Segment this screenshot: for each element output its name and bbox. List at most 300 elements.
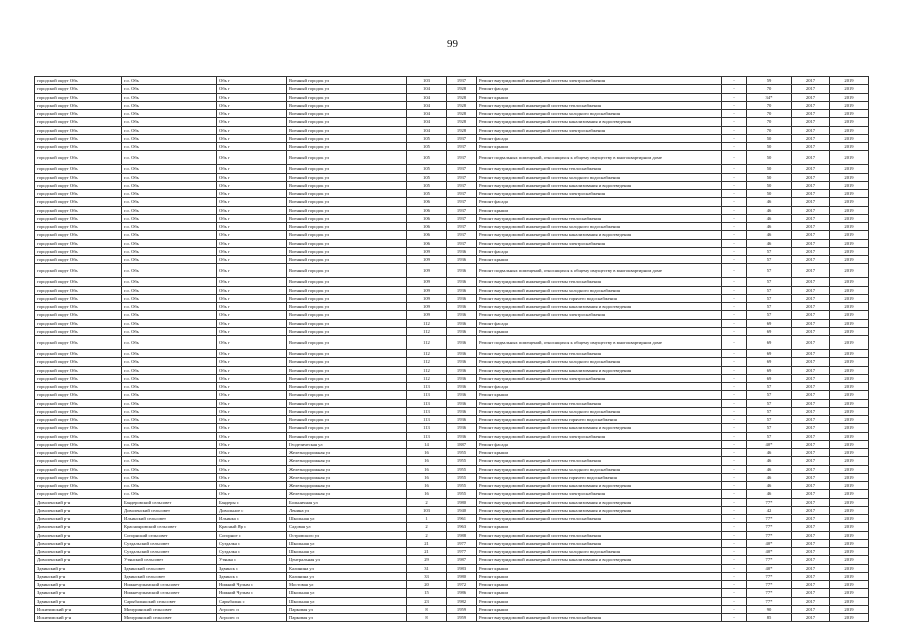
cell-build-year: 1936 bbox=[447, 256, 477, 264]
cell-house-number: 21 bbox=[407, 539, 447, 547]
cell-period: 50 bbox=[747, 173, 792, 181]
cell-period: 77* bbox=[747, 556, 792, 564]
cell-street: Железнодорожная ул bbox=[287, 482, 407, 490]
cell-year-to: 2019 bbox=[830, 165, 869, 173]
cell-house-number: 104 bbox=[407, 85, 447, 93]
cell-build-year: 1937 bbox=[447, 206, 477, 214]
cell-settlement: г.о. Обь bbox=[122, 198, 217, 206]
cell-locality: Обь г bbox=[217, 223, 287, 231]
cell-period: 46 bbox=[747, 465, 792, 473]
cell-work-type: Ремонт внутридомовой инженерной системы канализования и водоотведения bbox=[477, 482, 722, 490]
table-row bbox=[35, 336, 869, 350]
cell-street: Больничная ул bbox=[287, 498, 407, 506]
cell-dash: - bbox=[722, 523, 747, 531]
cell-year-to: 2019 bbox=[830, 126, 869, 134]
cell-settlement: г.о. Обь bbox=[122, 223, 217, 231]
table-row bbox=[35, 407, 869, 415]
cell-dash: - bbox=[722, 239, 747, 247]
cell-district: городской округ Обь bbox=[35, 440, 122, 448]
cell-street: Военный городок ул bbox=[287, 239, 407, 247]
table-row bbox=[35, 564, 869, 572]
cell-district: городской округ Обь bbox=[35, 181, 122, 189]
table-row bbox=[35, 572, 869, 580]
cell-period: 69 bbox=[747, 374, 792, 382]
cell-settlement: г.о. Обь bbox=[122, 118, 217, 126]
cell-year-to: 2019 bbox=[830, 556, 869, 564]
cell-period: 70 bbox=[747, 85, 792, 93]
cell-year-from: 2017 bbox=[792, 256, 830, 264]
cell-street: Военный городок ул bbox=[287, 134, 407, 142]
cell-street: Военный городок ул bbox=[287, 407, 407, 415]
cell-year-to: 2019 bbox=[830, 151, 869, 165]
cell-dash: - bbox=[722, 303, 747, 311]
cell-year-to: 2019 bbox=[830, 336, 869, 350]
cell-work-type: Ремонт внутридомовой инженерной системы электроснабжения bbox=[477, 190, 722, 198]
cell-settlement: г.о. Обь bbox=[122, 440, 217, 448]
cell-build-year: 1937 bbox=[447, 198, 477, 206]
cell-build-year: 1936 bbox=[447, 336, 477, 350]
cell-work-type: Ремонт внутридомовой инженерной системы теплоснабжения bbox=[477, 101, 722, 109]
cell-work-type: Ремонт внутридомовой инженерной системы теплоснабжения bbox=[477, 399, 722, 407]
cell-locality: Обь г bbox=[217, 366, 287, 374]
cell-dash: - bbox=[722, 165, 747, 173]
cell-district: городской округ Обь bbox=[35, 366, 122, 374]
table-row bbox=[35, 278, 869, 286]
cell-build-year: 1963 bbox=[447, 523, 477, 531]
table-row bbox=[35, 173, 869, 181]
cell-year-to: 2019 bbox=[830, 319, 869, 327]
cell-house-number: 109 bbox=[407, 278, 447, 286]
cell-street: Военный городок ул bbox=[287, 165, 407, 173]
cell-locality: Обь г bbox=[217, 143, 287, 151]
cell-year-from: 2017 bbox=[792, 358, 830, 366]
cell-build-year: 1955 bbox=[447, 449, 477, 457]
cell-house-number: 106 bbox=[407, 206, 447, 214]
cell-street: Военный городок ул bbox=[287, 319, 407, 327]
cell-year-to: 2019 bbox=[830, 515, 869, 523]
cell-work-type: Ремонт внутридомовой инженерной системы теплоснабжения bbox=[477, 457, 722, 465]
cell-house-number: 20 bbox=[407, 581, 447, 589]
cell-year-from: 2017 bbox=[792, 572, 830, 580]
table-row bbox=[35, 286, 869, 294]
cell-street: Военный городок ул bbox=[287, 383, 407, 391]
cell-street: Школьная ул bbox=[287, 539, 407, 547]
cell-dash: - bbox=[722, 589, 747, 597]
cell-district: городской округ Обь bbox=[35, 303, 122, 311]
cell-district: городской округ Обь bbox=[35, 118, 122, 126]
cell-street: Военный городок ул bbox=[287, 247, 407, 255]
cell-build-year: 1937 bbox=[447, 190, 477, 198]
cell-locality: Обь г bbox=[217, 457, 287, 465]
cell-build-year: 1936 bbox=[447, 432, 477, 440]
table-row bbox=[35, 366, 869, 374]
cell-settlement: г.о. Обь bbox=[122, 482, 217, 490]
cell-district: городской округ Обь bbox=[35, 126, 122, 134]
cell-house-number: 106 bbox=[407, 231, 447, 239]
cell-house-number: 112 bbox=[407, 350, 447, 358]
cell-build-year: 1972 bbox=[447, 581, 477, 589]
cell-year-to: 2019 bbox=[830, 572, 869, 580]
cell-district: городской округ Обь bbox=[35, 490, 122, 498]
cell-house-number: 106 bbox=[407, 198, 447, 206]
cell-street: Железнодорожная ул bbox=[287, 490, 407, 498]
table-row bbox=[35, 239, 869, 247]
cell-dash: - bbox=[722, 286, 747, 294]
cell-work-type: Ремонт крыши bbox=[477, 605, 722, 613]
cell-dash: - bbox=[722, 515, 747, 523]
cell-year-from: 2017 bbox=[792, 564, 830, 572]
cell-district: городской округ Обь bbox=[35, 374, 122, 382]
cell-district: городской округ Обь bbox=[35, 256, 122, 264]
cell-house-number: 33 bbox=[407, 572, 447, 580]
cell-house-number: 113 bbox=[407, 391, 447, 399]
cell-build-year: 1936 bbox=[447, 416, 477, 424]
cell-period: 69 bbox=[747, 319, 792, 327]
cell-house-number: 105 bbox=[407, 173, 447, 181]
cell-street: Военный городок ул bbox=[287, 126, 407, 134]
cell-district: Доволенский р-н bbox=[35, 515, 122, 523]
cell-build-year: 1982 bbox=[447, 597, 477, 605]
cell-dash: - bbox=[722, 327, 747, 335]
cell-year-to: 2019 bbox=[830, 101, 869, 109]
cell-build-year: 1988 bbox=[447, 531, 477, 539]
cell-build-year: 1928 bbox=[447, 85, 477, 93]
cell-year-to: 2019 bbox=[830, 214, 869, 222]
cell-settlement: г.о. Обь bbox=[122, 247, 217, 255]
cell-locality: Обь г bbox=[217, 206, 287, 214]
cell-build-year: 1937 bbox=[447, 214, 477, 222]
table-row bbox=[35, 473, 869, 481]
cell-work-type: Ремонт внутридомовой инженерной системы горячего водоснабжения bbox=[477, 416, 722, 424]
cell-year-to: 2019 bbox=[830, 407, 869, 415]
table-row bbox=[35, 399, 869, 407]
table-row bbox=[35, 231, 869, 239]
cell-period: 69 bbox=[747, 336, 792, 350]
table-row bbox=[35, 77, 869, 85]
cell-year-from: 2017 bbox=[792, 173, 830, 181]
cell-dash: - bbox=[722, 424, 747, 432]
cell-build-year: 1955 bbox=[447, 482, 477, 490]
cell-year-to: 2019 bbox=[830, 190, 869, 198]
cell-year-to: 2019 bbox=[830, 424, 869, 432]
cell-year-to: 2019 bbox=[830, 256, 869, 264]
cell-street: Военный городок ул bbox=[287, 77, 407, 85]
cell-build-year: 1937 bbox=[447, 173, 477, 181]
cell-locality: Обь г bbox=[217, 374, 287, 382]
cell-street: Военный городок ул bbox=[287, 294, 407, 302]
cell-locality: Обь г bbox=[217, 490, 287, 498]
cell-year-to: 2019 bbox=[830, 564, 869, 572]
cell-year-from: 2017 bbox=[792, 278, 830, 286]
cell-house-number: 106 bbox=[407, 223, 447, 231]
cell-locality: Обь г bbox=[217, 126, 287, 134]
cell-street: Военный городок ул bbox=[287, 416, 407, 424]
cell-year-from: 2017 bbox=[792, 303, 830, 311]
cell-street: Военный городок ул bbox=[287, 311, 407, 319]
cell-work-type: Ремонт крыши bbox=[477, 143, 722, 151]
cell-house-number: 113 bbox=[407, 416, 447, 424]
cell-house-number: 29 bbox=[407, 556, 447, 564]
cell-locality: Обь г bbox=[217, 319, 287, 327]
cell-district: городской округ Обь bbox=[35, 85, 122, 93]
table-row bbox=[35, 319, 869, 327]
cell-district: Доволенский р-н bbox=[35, 548, 122, 556]
cell-settlement: г.о. Обь bbox=[122, 366, 217, 374]
cell-locality: Обь г bbox=[217, 432, 287, 440]
cell-year-from: 2017 bbox=[792, 498, 830, 506]
cell-year-to: 2019 bbox=[830, 432, 869, 440]
cell-house-number: 105 bbox=[407, 165, 447, 173]
cell-settlement: г.о. Обь bbox=[122, 278, 217, 286]
cell-street: Центральная ул bbox=[287, 556, 407, 564]
cell-settlement: Суздальский сельсовет bbox=[122, 548, 217, 556]
cell-year-from: 2017 bbox=[792, 239, 830, 247]
cell-settlement: г.о. Обь bbox=[122, 473, 217, 481]
cell-district: городской округ Обь bbox=[35, 278, 122, 286]
cell-locality: Обь г bbox=[217, 214, 287, 222]
cell-build-year: 1936 bbox=[447, 319, 477, 327]
cell-year-from: 2017 bbox=[792, 399, 830, 407]
table-row bbox=[35, 523, 869, 531]
cell-house-number: 106 bbox=[407, 214, 447, 222]
cell-street: Военный городок ул bbox=[287, 336, 407, 350]
cell-year-from: 2017 bbox=[792, 264, 830, 278]
cell-year-from: 2017 bbox=[792, 286, 830, 294]
cell-period: 57 bbox=[747, 424, 792, 432]
cell-year-to: 2019 bbox=[830, 391, 869, 399]
cell-year-to: 2019 bbox=[830, 490, 869, 498]
cell-build-year: 1936 bbox=[447, 286, 477, 294]
table-row bbox=[35, 515, 869, 523]
cell-house-number: 16 bbox=[407, 449, 447, 457]
cell-locality: Обь г bbox=[217, 311, 287, 319]
cell-year-from: 2017 bbox=[792, 93, 830, 101]
cell-house-number: 104 bbox=[407, 101, 447, 109]
cell-year-from: 2017 bbox=[792, 126, 830, 134]
cell-build-year: 1928 bbox=[447, 110, 477, 118]
cell-work-type: Ремонт внутридомовой инженерной системы теплоснабжения bbox=[477, 214, 722, 222]
cell-locality: Обь г bbox=[217, 294, 287, 302]
cell-work-type: Ремонт внутридомовой инженерной системы горячего водоснабжения bbox=[477, 473, 722, 481]
cell-dash: - bbox=[722, 134, 747, 142]
cell-settlement: г.о. Обь bbox=[122, 206, 217, 214]
cell-build-year: 1937 bbox=[447, 134, 477, 142]
cell-street: Калинина ул bbox=[287, 572, 407, 580]
cell-district: городской округ Обь bbox=[35, 383, 122, 391]
cell-period: 57 bbox=[747, 294, 792, 302]
cell-locality: Обь г bbox=[217, 465, 287, 473]
cell-period: 46 bbox=[747, 198, 792, 206]
cell-period: 69 bbox=[747, 327, 792, 335]
cell-street: Парковая ул bbox=[287, 605, 407, 613]
cell-work-type: Ремонт внутридомовой инженерной системы холодного водоснабжения bbox=[477, 223, 722, 231]
cell-year-from: 2017 bbox=[792, 311, 830, 319]
cell-locality: Обь г bbox=[217, 110, 287, 118]
cell-dash: - bbox=[722, 539, 747, 547]
cell-build-year: 1936 bbox=[447, 366, 477, 374]
cell-work-type: Ремонт подвальных помещений, относящихся к общему имуществу в многоквартирном доме bbox=[477, 336, 722, 350]
table-row bbox=[35, 126, 869, 134]
cell-year-from: 2017 bbox=[792, 539, 830, 547]
cell-house-number: 16 bbox=[407, 473, 447, 481]
cell-year-from: 2017 bbox=[792, 581, 830, 589]
cell-year-to: 2019 bbox=[830, 605, 869, 613]
cell-year-from: 2017 bbox=[792, 605, 830, 613]
cell-year-to: 2019 bbox=[830, 143, 869, 151]
cell-house-number: 112 bbox=[407, 358, 447, 366]
table-row bbox=[35, 556, 869, 564]
cell-locality: Обь г bbox=[217, 134, 287, 142]
table-row bbox=[35, 206, 869, 214]
cell-year-from: 2017 bbox=[792, 407, 830, 415]
cell-year-from: 2017 bbox=[792, 597, 830, 605]
cell-dash: - bbox=[722, 416, 747, 424]
cell-house-number: 113 bbox=[407, 432, 447, 440]
cell-dash: - bbox=[722, 223, 747, 231]
cell-period: 77* bbox=[747, 523, 792, 531]
cell-year-to: 2019 bbox=[830, 399, 869, 407]
cell-locality: Обь г bbox=[217, 93, 287, 101]
cell-year-to: 2019 bbox=[830, 85, 869, 93]
cell-house-number: 113 bbox=[407, 399, 447, 407]
cell-house-number: 112 bbox=[407, 336, 447, 350]
cell-settlement: г.о. Обь bbox=[122, 85, 217, 93]
cell-work-type: Ремонт внутридомовой инженерной системы холодного водоснабжения bbox=[477, 465, 722, 473]
cell-dash: - bbox=[722, 605, 747, 613]
cell-settlement: Нижнечулымский сельсовет bbox=[122, 581, 217, 589]
cell-district: городской округ Обь bbox=[35, 231, 122, 239]
cell-dash: - bbox=[722, 614, 747, 622]
cell-locality: Обь г bbox=[217, 247, 287, 255]
cell-build-year: 1936 bbox=[447, 327, 477, 335]
cell-dash: - bbox=[722, 198, 747, 206]
cell-year-from: 2017 bbox=[792, 515, 830, 523]
cell-work-type: Ремонт фасада bbox=[477, 85, 722, 93]
cell-house-number: 112 bbox=[407, 374, 447, 382]
cell-year-to: 2019 bbox=[830, 93, 869, 101]
cell-dash: - bbox=[722, 473, 747, 481]
cell-work-type: Ремонт внутридомовой инженерной системы холодного водоснабжения bbox=[477, 173, 722, 181]
cell-work-type: Ремонт фасада bbox=[477, 440, 722, 448]
table-row bbox=[35, 143, 869, 151]
cell-locality: Согорное с bbox=[217, 531, 287, 539]
cell-year-from: 2017 bbox=[792, 206, 830, 214]
table-row bbox=[35, 247, 869, 255]
cell-district: городской округ Обь bbox=[35, 206, 122, 214]
cell-locality: Агролес п bbox=[217, 614, 287, 622]
cell-work-type: Ремонт внутридомовой инженерной системы холодного водоснабжения bbox=[477, 358, 722, 366]
cell-year-to: 2019 bbox=[830, 278, 869, 286]
cell-year-to: 2019 bbox=[830, 358, 869, 366]
table-row bbox=[35, 311, 869, 319]
cell-work-type: Ремонт крыши bbox=[477, 391, 722, 399]
cell-build-year: 1987 bbox=[447, 556, 477, 564]
cell-dash: - bbox=[722, 440, 747, 448]
cell-work-type: Ремонт внутридомовой инженерной системы канализования и водоотведения bbox=[477, 181, 722, 189]
cell-street: Военный городок ул bbox=[287, 214, 407, 222]
cell-locality: Обь г bbox=[217, 231, 287, 239]
table-row bbox=[35, 416, 869, 424]
cell-year-to: 2019 bbox=[830, 506, 869, 514]
cell-work-type: Ремонт крыши bbox=[477, 597, 722, 605]
cell-dash: - bbox=[722, 126, 747, 134]
cell-settlement: Согорнский сельсовет bbox=[122, 531, 217, 539]
cell-street: Железнодорожная ул bbox=[287, 473, 407, 481]
cell-house-number: 113 bbox=[407, 407, 447, 415]
cell-locality: Обь г bbox=[217, 151, 287, 165]
cell-street: Военный городок ул bbox=[287, 424, 407, 432]
cell-house-number: 109 bbox=[407, 256, 447, 264]
cell-street: Военный городок ул bbox=[287, 278, 407, 286]
cell-locality: Баядеры с bbox=[217, 498, 287, 506]
cell-period: 46 bbox=[747, 223, 792, 231]
cell-settlement: г.о. Обь bbox=[122, 319, 217, 327]
cell-district: городской округ Обь bbox=[35, 311, 122, 319]
cell-year-from: 2017 bbox=[792, 110, 830, 118]
cell-build-year: 1937 bbox=[447, 143, 477, 151]
cell-period: 57 bbox=[747, 383, 792, 391]
cell-dash: - bbox=[722, 449, 747, 457]
cell-dash: - bbox=[722, 350, 747, 358]
cell-period: 57 bbox=[747, 278, 792, 286]
cell-dash: - bbox=[722, 366, 747, 374]
cell-locality: Обь г bbox=[217, 358, 287, 366]
cell-period: 69 bbox=[747, 366, 792, 374]
cell-street: Школьная ул bbox=[287, 515, 407, 523]
cell-district: городской округ Обь bbox=[35, 358, 122, 366]
cell-build-year: 1940 bbox=[447, 506, 477, 514]
cell-settlement: г.о. Обь bbox=[122, 407, 217, 415]
cell-work-type: Ремонт внутридомовой инженерной системы канализования и водоотведения bbox=[477, 231, 722, 239]
cell-dash: - bbox=[722, 181, 747, 189]
cell-district: городской округ Обь bbox=[35, 151, 122, 165]
cell-build-year: 1936 bbox=[447, 358, 477, 366]
table-row bbox=[35, 214, 869, 222]
cell-settlement: г.о. Обь bbox=[122, 77, 217, 85]
cell-settlement: г.о. Обь bbox=[122, 416, 217, 424]
cell-build-year: 1977 bbox=[447, 548, 477, 556]
cell-build-year: 1937 bbox=[447, 231, 477, 239]
cell-build-year: 1936 bbox=[447, 424, 477, 432]
cell-year-to: 2019 bbox=[830, 581, 869, 589]
cell-year-from: 2017 bbox=[792, 319, 830, 327]
cell-work-type: Ремонт крыши bbox=[477, 581, 722, 589]
cell-dash: - bbox=[722, 101, 747, 109]
cell-district: городской округ Обь bbox=[35, 416, 122, 424]
cell-period: 50 bbox=[747, 190, 792, 198]
cell-district: Доволенский р-н bbox=[35, 506, 122, 514]
table-row bbox=[35, 498, 869, 506]
cell-year-from: 2017 bbox=[792, 327, 830, 335]
cell-locality: Нижний Чулым с bbox=[217, 589, 287, 597]
cell-dash: - bbox=[722, 336, 747, 350]
cell-street: Военный городок ул bbox=[287, 223, 407, 231]
table-row bbox=[35, 457, 869, 465]
cell-year-to: 2019 bbox=[830, 264, 869, 278]
cell-house-number: 104 bbox=[407, 93, 447, 101]
cell-dash: - bbox=[722, 358, 747, 366]
cell-street: Геодезическая ул bbox=[287, 440, 407, 448]
cell-year-to: 2019 bbox=[830, 383, 869, 391]
cell-street: Парковая ул bbox=[287, 614, 407, 622]
cell-district: городской округ Обь bbox=[35, 449, 122, 457]
cell-period: 77* bbox=[747, 498, 792, 506]
cell-build-year: 1937 bbox=[447, 165, 477, 173]
cell-work-type: Ремонт крыши bbox=[477, 256, 722, 264]
table-row bbox=[35, 294, 869, 302]
cell-house-number: 23 bbox=[407, 597, 447, 605]
cell-locality: Обь г bbox=[217, 181, 287, 189]
